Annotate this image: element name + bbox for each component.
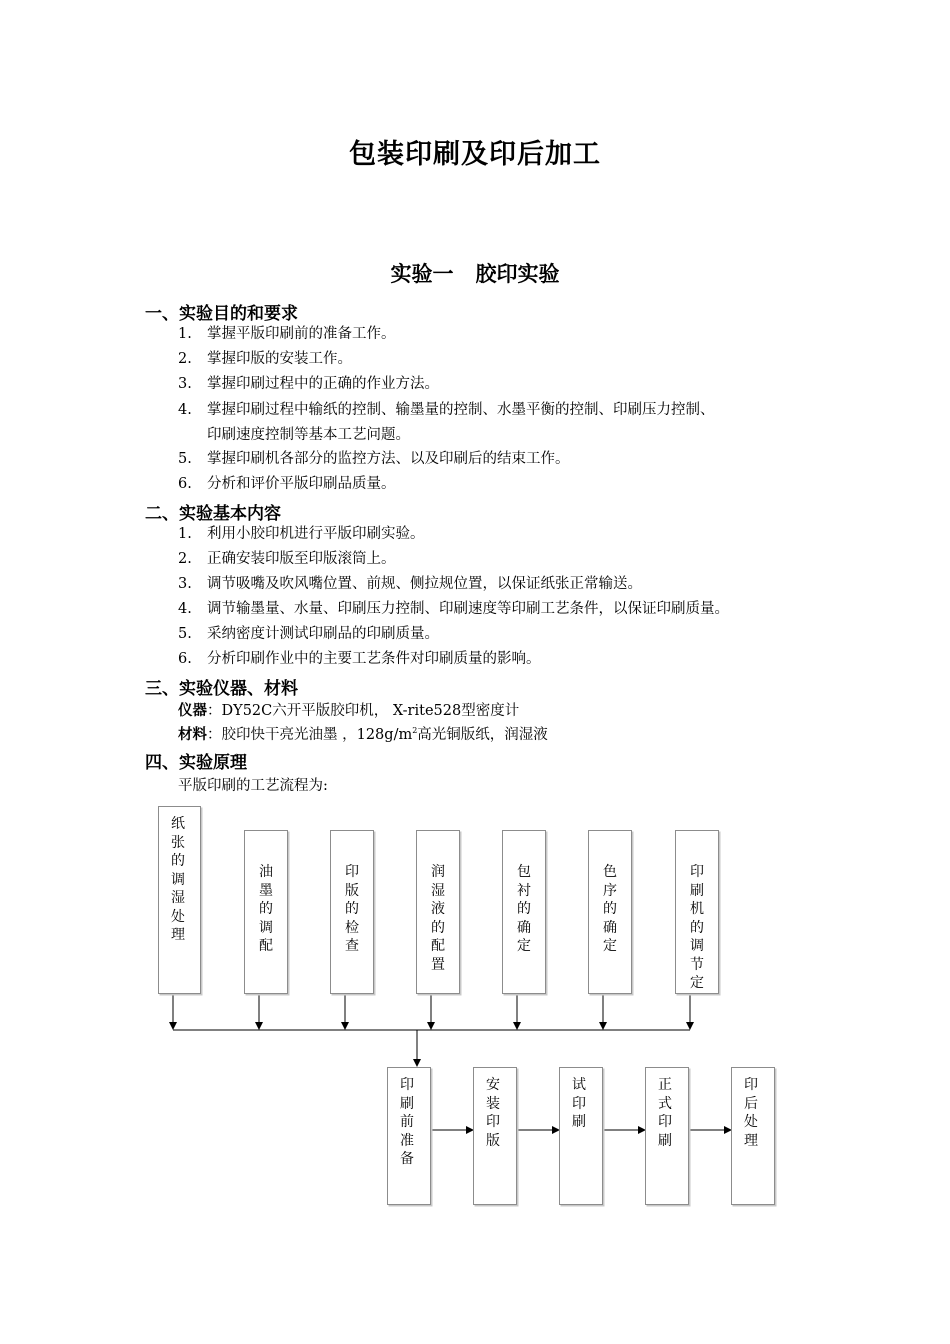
section1-item: 5. 掌握印刷机各部分的监控方法、以及印刷后的结束工作。 [178,451,570,467]
section2-item: 4. 调节输墨量、水量、印刷压力控制、印刷速度等印刷工艺条件，以保证印刷质量。 [178,601,729,617]
section1-item: 6. 分析和评价平版印刷品质量。 [178,476,396,492]
flow-box-packing: 包 衬 的 确 定 [502,830,546,994]
section2-item: 6. 分析印刷作业中的主要工艺条件对印刷质量的影响。 [178,651,541,667]
section2-item: 5. 采纳密度计测试印刷品的印刷质量。 [178,626,439,642]
section2-item: 2. 正确安装印版至印版滚筒上。 [178,551,396,567]
flow-box-press-adjustment: 印 刷 机 的 调 节 定 [675,830,719,994]
flow-box-prepress: 印 刷 前 准 备 [387,1067,431,1205]
flow-box-test-print: 试 印 刷 [559,1067,603,1205]
flow-box-production-print: 正 式 印 刷 [645,1067,689,1205]
section1-heading: 一、实验目的和要求 [145,304,298,324]
flow-box-postpress: 印 后 处 理 [731,1067,775,1205]
section3-heading: 三、实验仪器、材料 [145,679,298,699]
material-label: 材料 [178,727,207,743]
instrument-line: 仪器：DY52C六开平版胶印机， X-rite528型密度计 [178,703,520,719]
instrument-label: 仪器 [178,703,207,719]
section2-heading: 二、实验基本内容 [145,504,281,524]
material-line: 材料：胶印快干亮光油墨 ，$128g/m^2$高光铜版纸，润湿液 [178,726,548,743]
flow-box-plate-check: 印 版 的 检 查 [330,830,374,994]
flow-box-paper-conditioning: 纸 张 的 调 湿 处 理 [158,806,201,994]
flow-box-fountain-solution: 润 湿 液 的 配 置 [416,830,460,994]
section2-item: 3. 调节吸嘴及吹风嘴位置、前规、侧拉规位置，以保证纸张正常输送。 [178,576,642,592]
flow-intro: 平版印刷的工艺流程为: [178,778,328,794]
section1-item: 2. 掌握印版的安装工作。 [178,351,352,367]
section4-heading: 四、实验原理 [145,753,247,773]
section1-item-continuation: 印刷速度控制等基本工艺问题。 [207,427,410,443]
section1-item: 3. 掌握印刷过程中的正确的作业方法。 [178,376,439,392]
experiment-number: 实验一 [390,262,454,286]
flow-box-color-sequence: 色 序 的 确 定 [588,830,632,994]
flow-box-mount-plate: 安 装 印 版 [473,1067,517,1205]
section1-item: 1. 掌握平版印刷前的准备工作。 [178,326,396,342]
experiment-name: 胶印实验 [475,262,560,286]
section2-item: 1. 利用小胶印机进行平版印刷实验。 [178,526,425,542]
document-title: 包装印刷及印后加工 [349,139,601,170]
flow-box-ink-mixing: 油 墨 的 调 配 [244,830,288,994]
section1-item: 4. 掌握印刷过程中输纸的控制、输墨量的控制、水墨平衡的控制、印刷压力控制、 印刷速度控制等基本工艺问题。 [178,398,715,448]
